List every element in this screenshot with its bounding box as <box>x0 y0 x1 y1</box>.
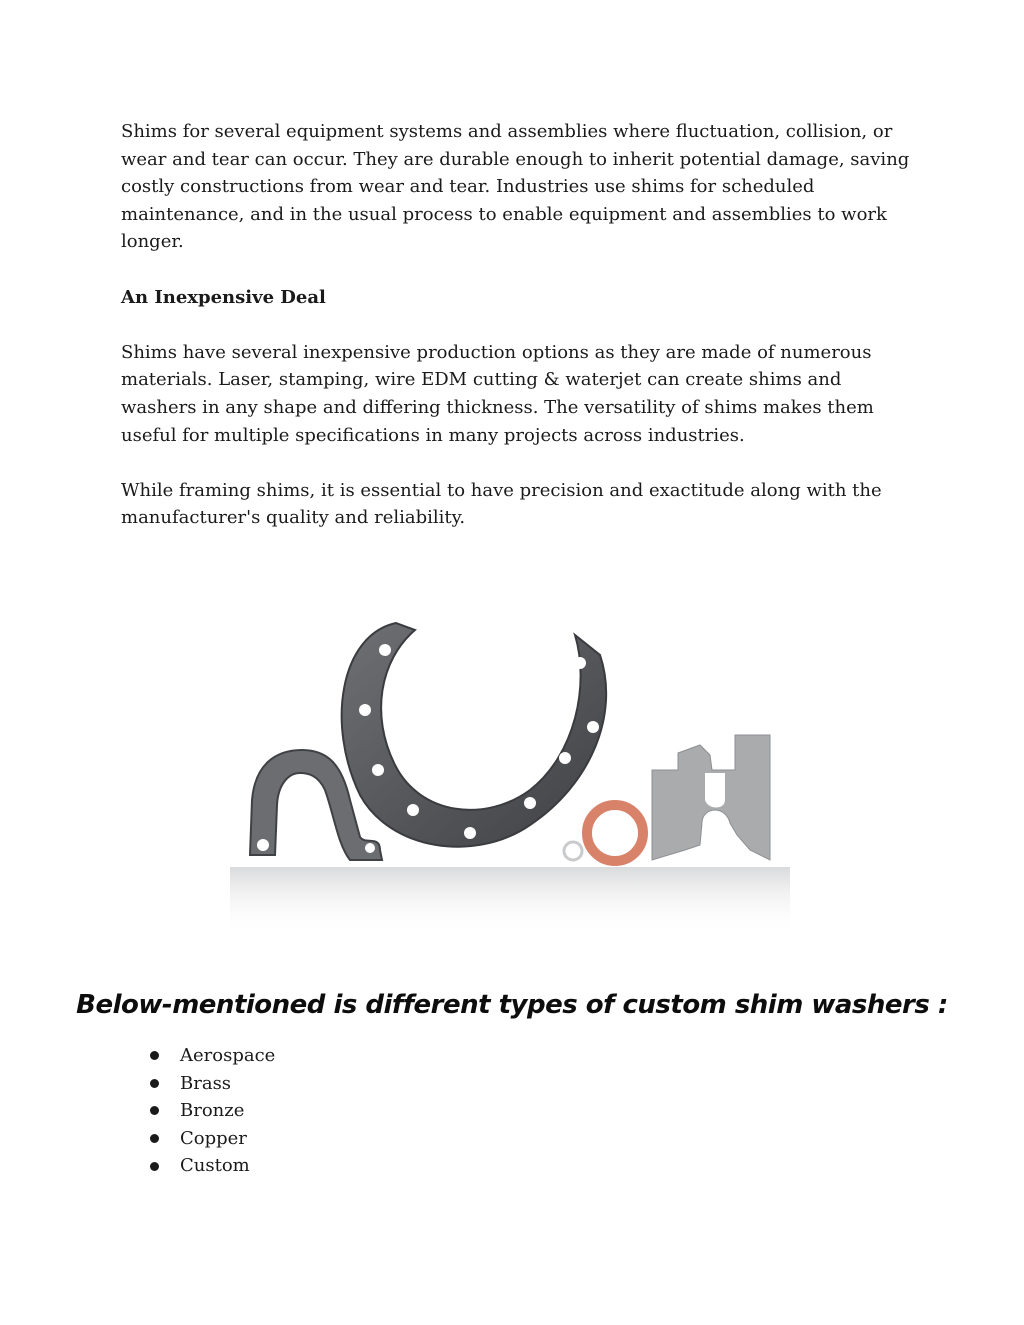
bullet-icon <box>150 1134 159 1143</box>
material-list <box>150 1042 275 1180</box>
shim-products-illustration <box>230 605 790 935</box>
bullet-icon <box>150 1162 159 1171</box>
framing-paragraph: While framing shims, it is essential to have precision and exactitude along with the manufacturer's quality and reliability. <box>121 479 882 529</box>
list-item-label: Brass <box>180 1072 232 1094</box>
horseshoe-shim <box>342 623 607 847</box>
production-paragraph: Shims have several inexpensive production options as they are made of numerous materials. Laser, stamping, wire EDM cutting & waterjet can create shims and washers in any shape and differing thickness. The versatility of shims makes them useful for multiple specifications in many projects across industries. <box>121 341 874 446</box>
slotted-shim <box>652 735 770 860</box>
list-item <box>150 1042 275 1070</box>
shim-products-image <box>230 605 790 935</box>
list-item-label: Aerospace <box>180 1045 276 1066</box>
section-heading: Below-mentioned is different types of custom shim washers : <box>76 990 948 1020</box>
reflection <box>230 867 790 935</box>
bullet-icon <box>150 1079 159 1088</box>
bullet-icon <box>150 1106 159 1115</box>
list-item-label: Bronze <box>180 1100 245 1122</box>
list-item <box>150 1152 275 1180</box>
list-item <box>150 1097 275 1125</box>
bullet-icon <box>150 1051 159 1060</box>
list-item <box>150 1070 275 1098</box>
intro-paragraph: Shims for several equipment systems and assemblies where fluctuation, collision, or wear and tear can occur. They are durable enough to inherit potential damage, saving costly constructions from wear and tear. Industries use shims for scheduled maintenance, and in the usual process to enable equipment and assemblies to work longer. <box>121 121 910 253</box>
subheading: An Inexpensive Deal <box>121 286 326 308</box>
copper-washer <box>587 805 643 861</box>
document-body <box>121 118 911 532</box>
list-item <box>150 1125 275 1153</box>
small-clear-washer <box>564 842 582 860</box>
list-item-label: Copper <box>180 1127 247 1149</box>
list-item-label: Custom <box>180 1155 250 1177</box>
